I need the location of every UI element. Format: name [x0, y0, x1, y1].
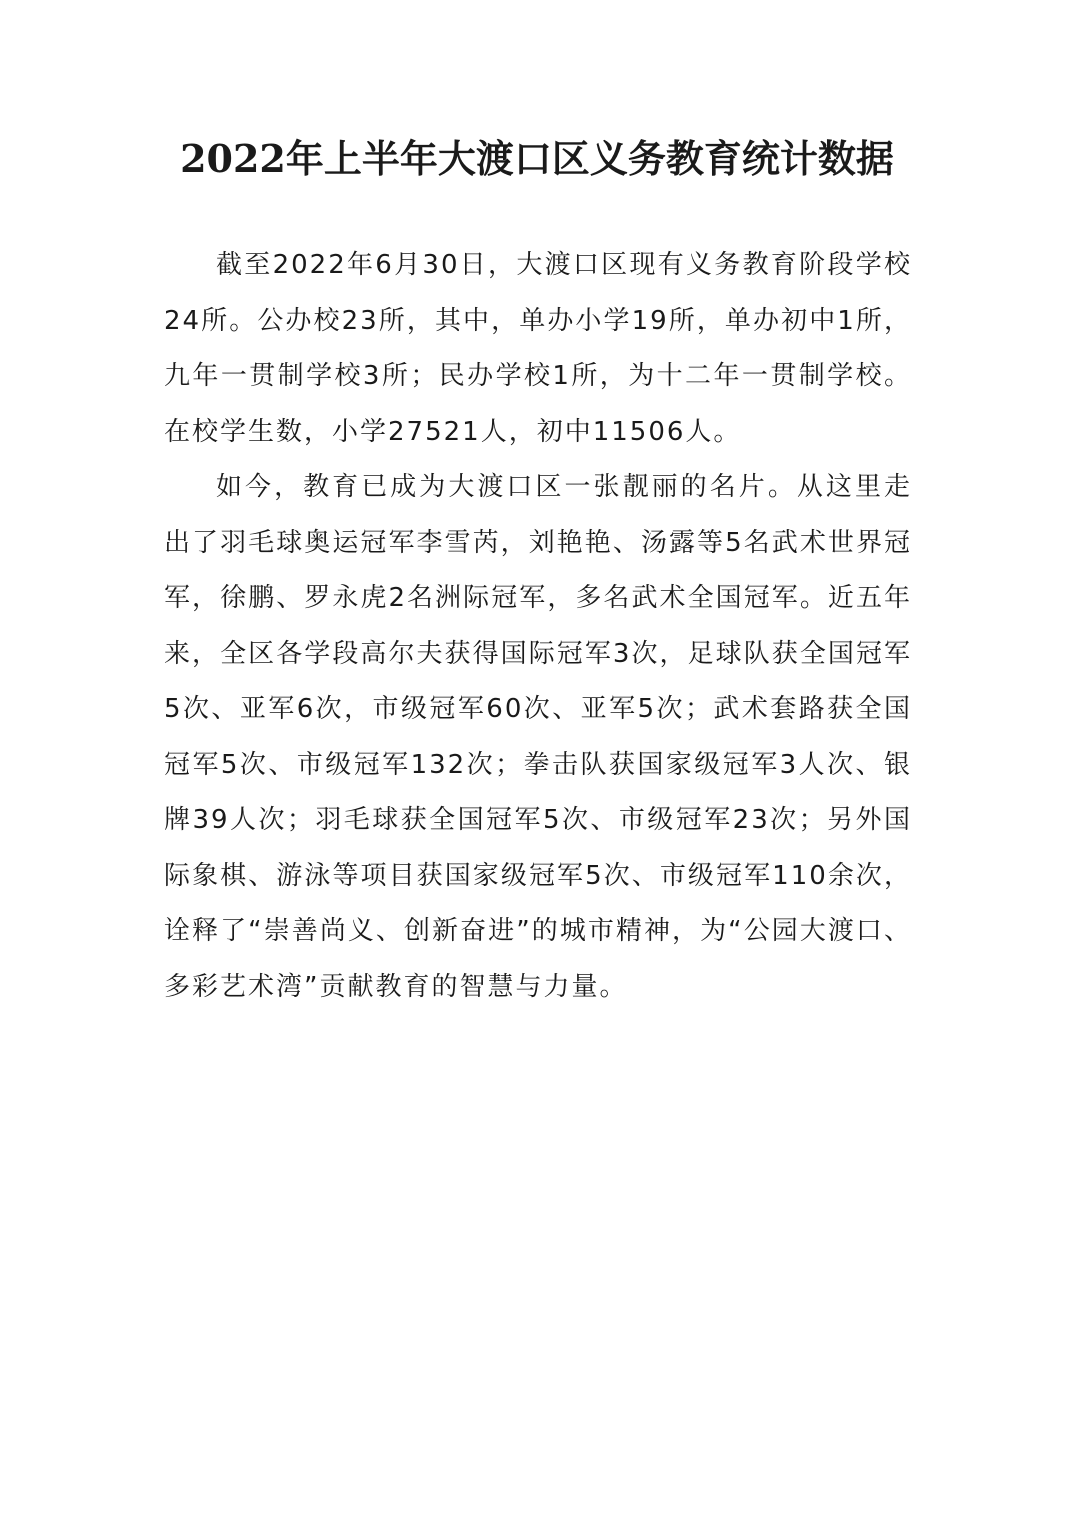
- document-title: 2022年上半年大渡口区义务教育统计数据: [180, 136, 894, 181]
- document-body: [164, 238, 912, 1015]
- paragraph-achievements: 如今，教育已成为大渡口区一张靓丽的名片。从这里走出了羽毛球奥运冠军李雪芮，刘艳艳、汤露等5名武术世界冠军，徐鹏、罗永虎2名洲际冠军，多名武术全国冠军。近五年来，全区各学段高尔夫获得国际冠军3次，足球队获全国冠军5次、亚军6次，市级冠军60次、亚军5次；武术套路获全国冠军5次、市级冠军132次；拳击队获国家级冠军3人次、银牌39人次；羽毛球获全国冠军5次、市级冠军23次；另外国际象棋、游泳等项目获国家级冠军5次、市级冠军110余次，诠释了“崇善尚义、创新奋进”的城市精神，为“公园大渡口、多彩艺术湾”贡献教育的智慧与力量。: [164, 472, 912, 1002]
- paragraph-school-statistics: 截至2022年6月30日，大渡口区现有义务教育阶段学校24所。公办校23所，其中，单办小学19所，单办初中1所，九年一贯制学校3所；民办学校1所，为十二年一贯制学校。在校学生数，小学27521人，初中11506人。: [164, 250, 912, 447]
